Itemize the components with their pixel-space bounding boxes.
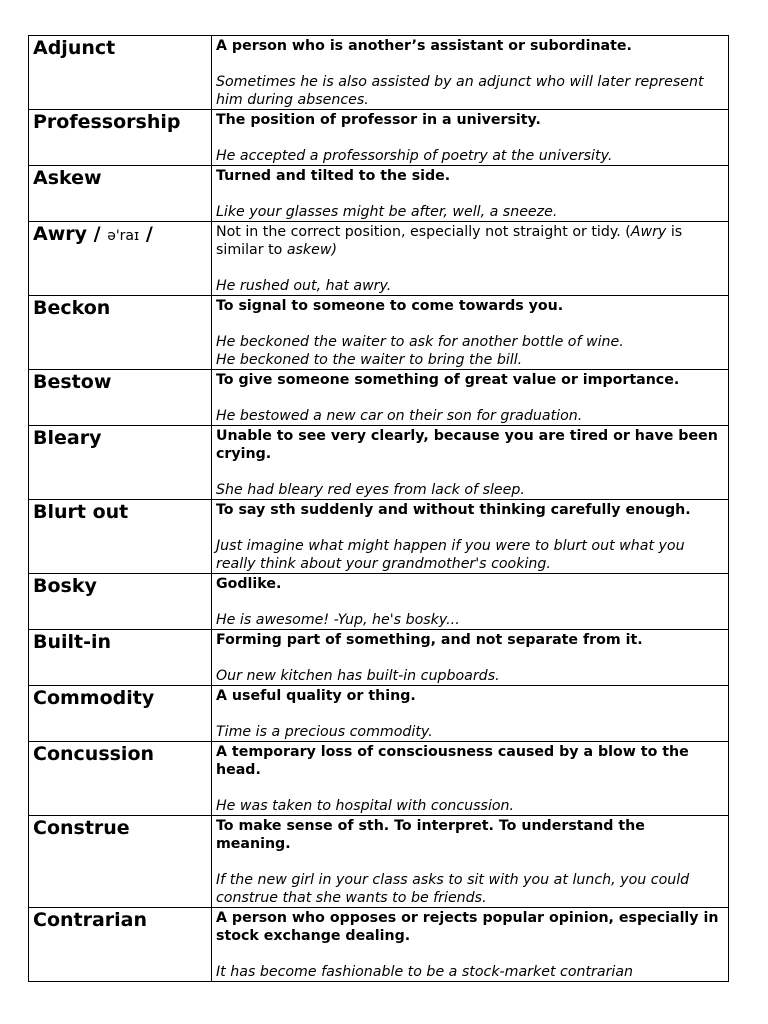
definition: The position of professor in a university. [216, 112, 541, 128]
vocab-row [29, 574, 729, 630]
vocab-row [29, 370, 729, 426]
definition-cell [212, 426, 729, 500]
example: He is awesome! -Yup, he's bosky... [216, 612, 460, 628]
term-cell: Awry / ə'raɪ / [29, 222, 212, 296]
term: Commodity [33, 687, 155, 709]
term: Beckon [33, 297, 111, 319]
vocab-row [29, 222, 729, 296]
term: Bosky [33, 575, 97, 597]
term: Askew [33, 167, 102, 189]
definition: Unable to see very clearly, because you are tired or have been crying. [216, 428, 718, 462]
term: Adjunct [33, 37, 116, 59]
definition: To make sense of sth. To interpret. To understand the meaning. [216, 818, 645, 852]
example: Our new kitchen has built-in cupboards. [216, 668, 500, 684]
term-cell [29, 36, 212, 110]
example: Time is a precious commodity. [216, 724, 433, 740]
definition: Godlike. [216, 576, 282, 592]
definition: A useful quality or thing. [216, 688, 416, 704]
term: Blurt out [33, 501, 129, 523]
definition-cell [212, 222, 729, 296]
example: He bestowed a new car on their son for graduation. [216, 408, 583, 424]
term-cell [29, 816, 212, 908]
term: Awry [33, 223, 88, 245]
term: Built-in [33, 631, 112, 653]
term-cell [29, 370, 212, 426]
definition-cell [212, 296, 729, 370]
example: He was taken to hospital with concussion. [216, 798, 515, 814]
term: Construe [33, 817, 130, 839]
term: Contrarian [33, 909, 148, 931]
definition-cell [212, 166, 729, 222]
vocab-row [29, 166, 729, 222]
example: Just imagine what might happen if you were to blurt out what you really think about your grandmother's cooking. [216, 538, 685, 572]
definition: Turned and tilted to the side. [216, 168, 451, 184]
definition-cell [212, 110, 729, 166]
vocab-row [29, 500, 729, 574]
definition-cell [212, 630, 729, 686]
vocab-row [29, 816, 729, 908]
definition-cell [212, 500, 729, 574]
definition-cell [212, 370, 729, 426]
term-cell [29, 686, 212, 742]
definition: Not in the correct position, especially not straight or tidy. (Awry is similar to askew) [216, 224, 683, 258]
term-cell [29, 574, 212, 630]
definition-cell [212, 36, 729, 110]
vocab-row [29, 110, 729, 166]
vocab-row [29, 686, 729, 742]
example: Sometimes he is also assisted by an adjunct who will later represent him during absences. [216, 74, 704, 108]
term: Bleary [33, 427, 102, 449]
example: He accepted a professorship of poetry at the university. [216, 148, 613, 164]
example: Like your glasses might be after, well, a sneeze. [216, 204, 558, 220]
example: She had bleary red eyes from lack of sleep. [216, 482, 525, 498]
term-cell [29, 500, 212, 574]
term: Bestow [33, 371, 112, 393]
vocab-row [29, 630, 729, 686]
definition-cell [212, 574, 729, 630]
example: It has become fashionable to be a stock-market contrarian [216, 964, 634, 980]
vocab-row [29, 426, 729, 500]
term-cell [29, 908, 212, 982]
vocab-row [29, 908, 729, 982]
term-cell [29, 110, 212, 166]
vocab-row [29, 296, 729, 370]
example: If the new girl in your class asks to sit with you at lunch, you could construe that she wants to be friends. [216, 872, 690, 906]
vocabulary-table [28, 35, 729, 982]
definition-cell [212, 686, 729, 742]
definition-cell [212, 742, 729, 816]
term-cell [29, 426, 212, 500]
term: Concussion [33, 743, 155, 765]
example: He beckoned to the waiter to bring the bill. [216, 352, 523, 368]
definition: A temporary loss of consciousness caused by a blow to the head. [216, 744, 689, 778]
vocab-row [29, 742, 729, 816]
term-cell [29, 296, 212, 370]
example: He beckoned the waiter to ask for another bottle of wine. [216, 334, 624, 350]
term: Professorship [33, 111, 181, 133]
example: He rushed out, hat awry. [216, 278, 392, 294]
term-cell [29, 742, 212, 816]
vocab-row [29, 36, 729, 110]
definition: To signal to someone to come towards you. [216, 298, 564, 314]
term-cell [29, 166, 212, 222]
definition: To say sth suddenly and without thinking carefully enough. [216, 502, 691, 518]
definition: To give someone something of great value or importance. [216, 372, 680, 388]
term-cell [29, 630, 212, 686]
definition: A person who is another’s assistant or subordinate. [216, 38, 632, 54]
definition-cell [212, 816, 729, 908]
definition: Forming part of something, and not separate from it. [216, 632, 643, 648]
definition: A person who opposes or rejects popular opinion, especially in stock exchange dealing. [216, 910, 719, 944]
definition-cell [212, 908, 729, 982]
pronunciation: ə'raɪ [107, 228, 140, 244]
